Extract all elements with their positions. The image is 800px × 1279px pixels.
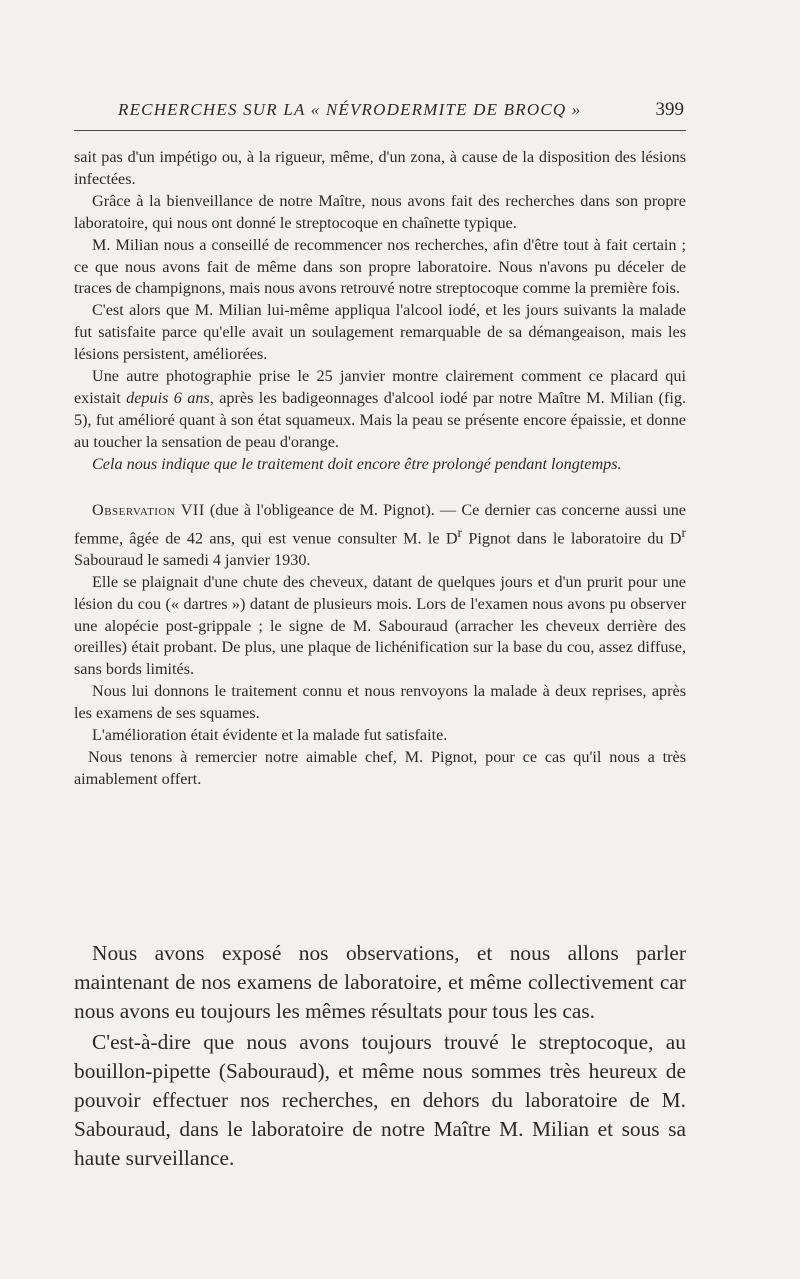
observation-paragraph bbox=[74, 500, 686, 572]
text-run: Une autre photographie prise le 25 janvier montre clairement comment ce placard qui existait bbox=[74, 367, 686, 407]
paragraph: Nous avons exposé nos observations, et nous allons parler maintenant de nos examens de laboratoire, et même collectivement car nous avons eu toujours les mêmes résultats pour tous les cas. bbox=[74, 941, 686, 1024]
page-header bbox=[74, 96, 686, 131]
paragraph: M. Milian nous a conseillé de recommencer nos recherches, afin d'être tout à fait certain ; ce que nous avons fait de même dans son propre laboratoire. Nous n'avons pu déceler de traces de champignons, mais nous avons retrouvé notre streptocoque comme la première fois. bbox=[74, 235, 686, 298]
text-run: Sabouraud le samedi 4 janvier 1930. bbox=[74, 550, 311, 569]
italic-paragraph bbox=[74, 454, 686, 476]
text-run: , après les badigeonnages d'alcool iodé par notre Maître M. Milian (fig. 5), fut amélioré quant à son état squameux. Mais la peau se présente encore épaissie, et donne au toucher la sensation de peau d'orange. bbox=[74, 388, 686, 451]
paragraph: L'amélioration était évidente et la malade fut satisfaite. bbox=[92, 726, 448, 745]
observation-label: Observation VII bbox=[92, 500, 205, 519]
paragraph: Nous lui donnons le traitement connu et nous renvoyons la malade à deux reprises, après les examens de ses squames. bbox=[74, 682, 686, 723]
paragraph: Grâce à la bienveillance de notre Maître, nous avons fait des recherches dans son propre laboratoire, qui nous ont donné le streptocoque en chaînette typique. bbox=[74, 191, 686, 232]
emphasis: Cela nous indique que le traitement doit encore être prolongé pendant longtemps. bbox=[92, 454, 622, 473]
paragraph: Elle se plaignait d'une chute des cheveux, datant de quelques jours et d'un prurit pour une lésion du cou (« dartres ») datant de plusieurs mois. Lors de l'examen nous avons pu observer une alopécie post-grippale ; le signe de M. Sabouraud (arracher les cheveux derrière des oreilles) était probant. De plus, une plaque de lichénification sur la base du cou, assez diffuse, sans bords limités. bbox=[74, 572, 686, 679]
body-text bbox=[74, 147, 686, 791]
text-run: (due à l'obligeance de M. Pignot). — Ce dernier cas concerne aussi une femme, âgée de 42 ans, qui est venue consulter M. le D bbox=[74, 500, 686, 547]
paragraph: Nous tenons à remercier notre aimable chef, M. Pignot, pour ce cas qu'il nous a très aimablement offert. bbox=[74, 747, 686, 788]
superscript: r bbox=[681, 524, 686, 540]
paragraph: sait pas d'un impétigo ou, à la rigueur, même, d'un zona, à cause de la disposition des lésions infectées. bbox=[74, 148, 686, 188]
superscript: r bbox=[457, 524, 463, 540]
running-title: RECHERCHES SUR LA « NÉVRODERMITE DE BROCQ » bbox=[118, 100, 582, 119]
text-run: Pignot dans le laboratoire du D bbox=[462, 528, 682, 547]
paragraph: C'est-à-dire que nous avons toujours trouvé le streptocoque, au bouillon-pipette (Sabouraud), et même nous sommes très heureux de pouvoir effectuer nos recherches, en dehors du laboratoire de M. Sabouraud, dans le laboratoire de notre Maître M. Milian et sous sa haute surveillance. bbox=[74, 1029, 686, 1171]
page-number: 399 bbox=[655, 99, 684, 120]
large-text-section bbox=[74, 939, 686, 1174]
paragraph: C'est alors que M. Milian lui-même appliqua l'alcool iodé, et les jours suivants la malade fut satisfaite parce qu'elle avait un soulagement remarquable de sa démangeaison, mais les lésions persistent, améliorées. bbox=[74, 301, 686, 364]
emphasis: depuis 6 ans bbox=[126, 388, 210, 407]
paragraph bbox=[74, 366, 686, 454]
